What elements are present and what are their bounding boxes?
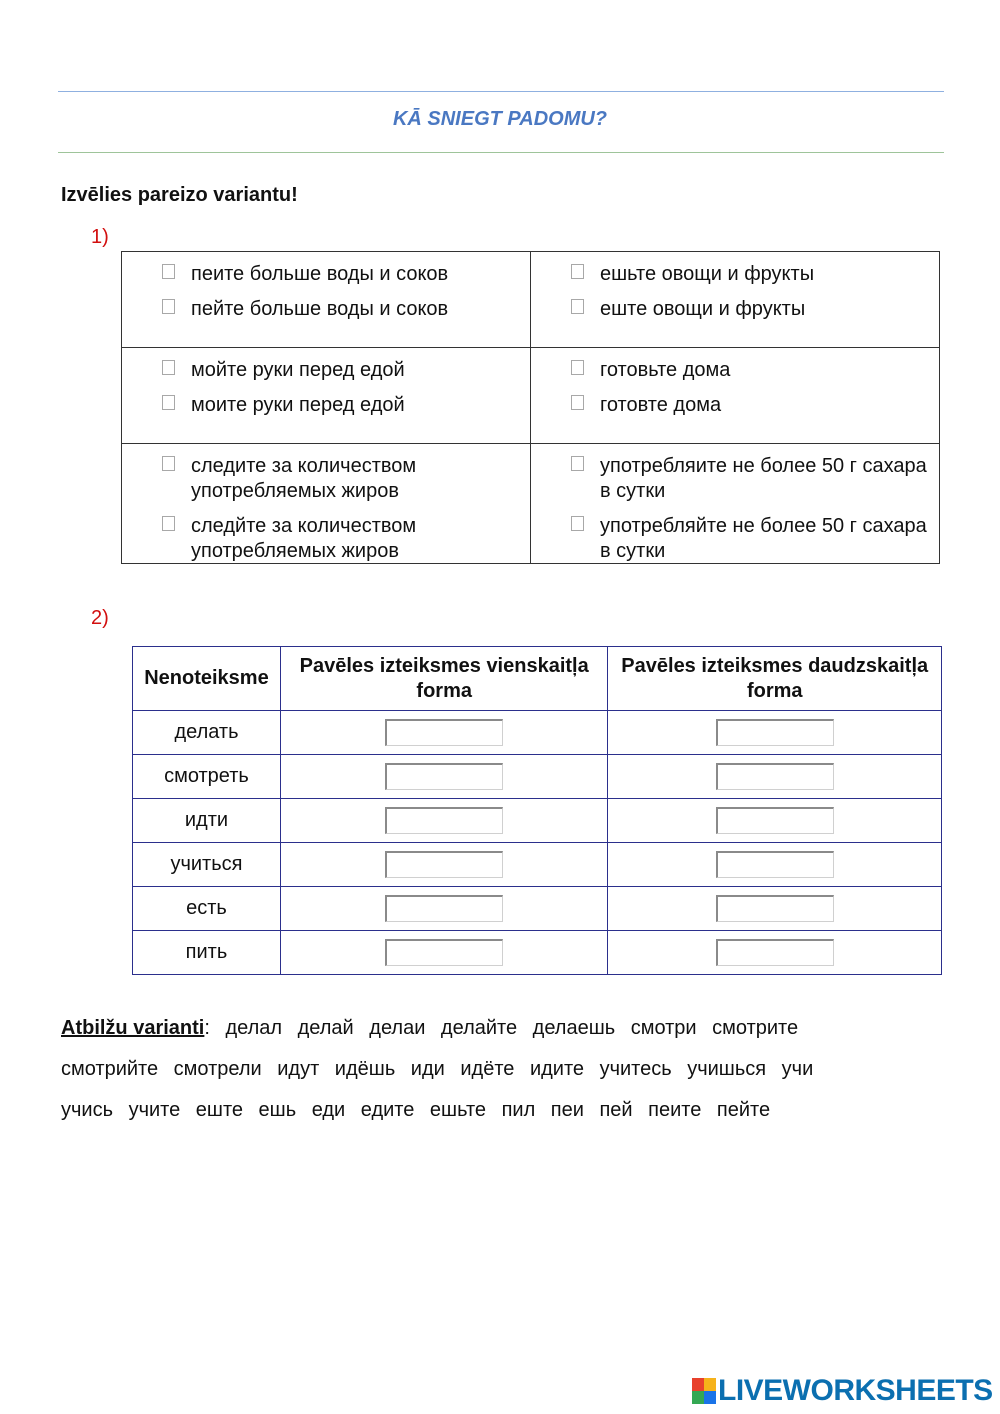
choice-option[interactable] (162, 358, 522, 383)
logo-square (692, 1391, 704, 1404)
checkbox[interactable] (571, 299, 584, 314)
exercise-1-cell (122, 252, 531, 347)
verb-cell: пить (133, 931, 281, 975)
page-title: KĀ SNIEGT PADOMU? (392, 108, 608, 130)
verb-cell: смотреть (133, 755, 281, 799)
variants-words: делал делай делаи делайте делаешь смотри смотрите (225, 1017, 799, 1039)
plural-cell (608, 843, 942, 887)
answer-input[interactable] (716, 807, 834, 834)
exercise-1-row (122, 444, 939, 563)
choice-label: пейте больше воды и соков (191, 298, 449, 320)
plural-cell (608, 799, 942, 843)
answer-input[interactable] (716, 719, 834, 746)
choice-option[interactable] (162, 514, 522, 564)
checkbox[interactable] (162, 395, 175, 410)
choice-option[interactable] (571, 514, 931, 564)
exercise-1-cell (531, 444, 939, 563)
header-infinitive: Nenoteiksme (133, 647, 281, 711)
logo-square (704, 1391, 716, 1404)
logo-square (692, 1378, 704, 1391)
exercise-1-cell (531, 348, 939, 443)
liveworksheets-logo (692, 1374, 993, 1408)
singular-cell (280, 843, 608, 887)
table-header-row (133, 647, 942, 711)
checkbox[interactable] (571, 264, 584, 279)
choice-option[interactable] (571, 454, 931, 504)
table-row (133, 887, 942, 931)
verb-cell: учиться (133, 843, 281, 887)
choice-option[interactable] (571, 358, 931, 383)
exercise-1-row (122, 252, 939, 348)
answer-input[interactable] (716, 939, 834, 966)
choice-label: следите за количеством употребляемых жиров (191, 455, 417, 502)
variants-label: Atbilžu varianti (61, 1017, 205, 1039)
instruction: Izvēlies pareizo variantu! (61, 184, 298, 206)
choice-label: мойте руки перед едой (191, 359, 405, 381)
table-row (133, 755, 942, 799)
header-plural: Pavēles izteiksmes daudzskaitļa forma (608, 647, 942, 711)
choice-option[interactable] (162, 262, 522, 287)
exercise-1-cell (122, 444, 531, 563)
logo-square (704, 1378, 716, 1391)
choice-option[interactable] (162, 393, 522, 418)
table-row (133, 711, 942, 755)
table-row (133, 931, 942, 975)
checkbox[interactable] (162, 516, 175, 531)
choice-option[interactable] (162, 297, 522, 322)
checkbox[interactable] (571, 395, 584, 410)
plural-cell (608, 711, 942, 755)
logo-text: LIVEWORKSHEETS (718, 1374, 993, 1407)
variants-colon: : (204, 1017, 226, 1039)
choice-label: пеите больше воды и соков (191, 263, 449, 285)
checkbox[interactable] (162, 299, 175, 314)
exercise-1-grid (121, 251, 940, 564)
variants-line (61, 1017, 813, 1058)
exercise-1-cell (531, 252, 939, 347)
choice-option[interactable] (162, 454, 522, 504)
choice-option[interactable] (571, 297, 931, 322)
checkbox[interactable] (162, 360, 175, 375)
bottom-rule (58, 152, 944, 153)
choice-label: еште овощи и фрукты (600, 298, 806, 320)
choice-label: употребляите не более 50 г сахара в сутки (600, 455, 927, 502)
answer-input[interactable] (716, 851, 834, 878)
singular-cell (280, 799, 608, 843)
singular-cell (280, 931, 608, 975)
exercise-1-row (122, 348, 939, 444)
exercise-2-number: 2) (91, 607, 109, 629)
answer-input[interactable] (385, 763, 503, 790)
choice-label: моите руки перед едой (191, 394, 405, 416)
choice-label: ешьте овощи и фрукты (600, 263, 815, 285)
variants-line: учись учите еште ешь еди едите ешьте пил пеи пей пеите пейте (61, 1099, 771, 1121)
table-row (133, 843, 942, 887)
top-rule (58, 91, 944, 92)
choice-option[interactable] (571, 393, 931, 418)
exercise-1-number: 1) (91, 226, 109, 248)
header-singular: Pavēles izteiksmes vienskaitļa forma (280, 647, 608, 711)
checkbox[interactable] (571, 360, 584, 375)
exercise-2-table (132, 646, 942, 975)
checkbox[interactable] (162, 264, 175, 279)
answer-input[interactable] (716, 763, 834, 790)
plural-cell (608, 755, 942, 799)
singular-cell (280, 711, 608, 755)
verb-cell: делать (133, 711, 281, 755)
singular-cell (280, 887, 608, 931)
answer-input[interactable] (385, 851, 503, 878)
singular-cell (280, 755, 608, 799)
table-row (133, 799, 942, 843)
plural-cell (608, 887, 942, 931)
plural-cell (608, 931, 942, 975)
exercise-1-cell (122, 348, 531, 443)
answer-variants (61, 1017, 813, 1140)
choice-label: готовьте дома (600, 359, 731, 381)
answer-input[interactable] (385, 807, 503, 834)
answer-input[interactable] (716, 895, 834, 922)
choice-label: употребляйте не более 50 г сахара в сутки (600, 515, 927, 562)
choice-option[interactable] (571, 262, 931, 287)
checkbox[interactable] (571, 456, 584, 471)
verb-cell: есть (133, 887, 281, 931)
checkbox[interactable] (162, 456, 175, 471)
logo-icon (692, 1378, 716, 1404)
checkbox[interactable] (571, 516, 584, 531)
answer-input[interactable] (385, 895, 503, 922)
answer-input[interactable] (385, 719, 503, 746)
variants-line: смотрийте смотрели идут идёшь иди идёте идите учитесь учишься учи (61, 1058, 814, 1080)
answer-input[interactable] (385, 939, 503, 966)
verb-cell: идти (133, 799, 281, 843)
choice-label: готовте дома (600, 394, 722, 416)
choice-label: следйте за количеством употребляемых жиров (191, 515, 417, 562)
